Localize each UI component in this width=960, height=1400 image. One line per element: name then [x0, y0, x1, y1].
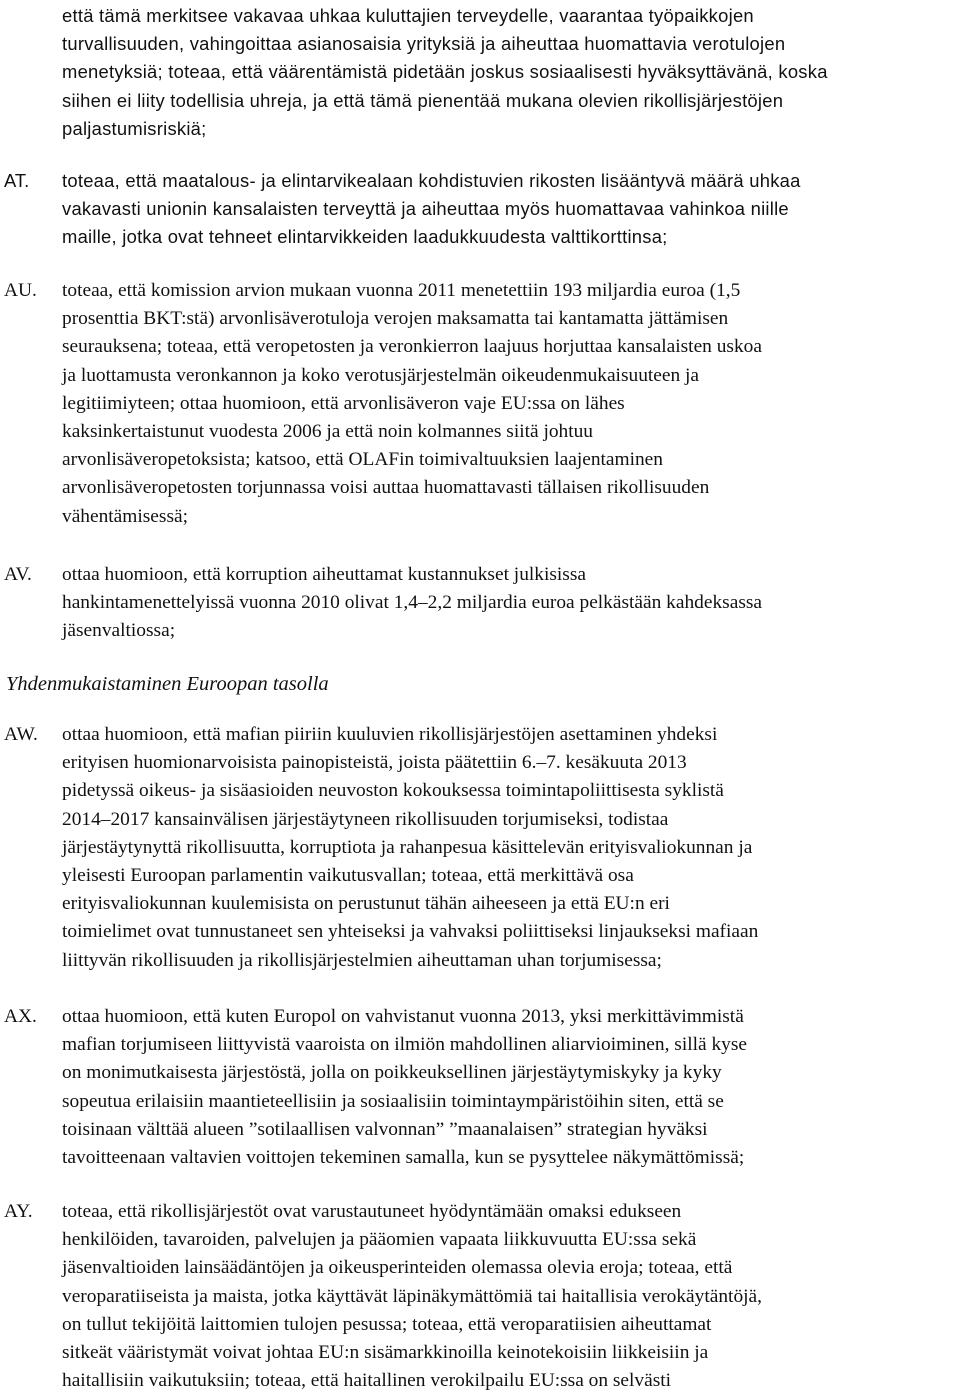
- paragraph-label-au: AU.: [4, 280, 37, 301]
- paragraph-av: ottaa huomioon, että korruption aiheuttamat kustannukset julkisissa hankintamenettelyissä vuonna 2010 olivat 1,4–2,2 miljardia euroa pelkästään kahdeksassa jäsenvaltiossa;: [62, 564, 763, 642]
- paragraph-ax: ottaa huomioon, että kuten Europol on vahvistanut vuonna 2013, yksi merkittävimmistä mafian torjumiseen liittyvistä vaaroista on ilmiön mahdollinen aliarvioiminen, sillä kyse on monimutkaisesta järjestöstä, jolla on poikkeuksellinen järjestäytymiskyky ja kyky sopeutua erilaisiin maantieteellisiin ja sosiaalisiin toimintaympäristöihin siten, että se toisinaan välttää alueen ”sotilaallisen valvonnan” ”maanalaisen” strategian hyväksi tavoitteenaan valtavien voittojen tekeminen samalla, kun se pysyttelee näkymättömissä;: [62, 1006, 747, 1169]
- paragraph-ay: toteaa, että rikollisjärjestöt ovat varustautuneet hyödyntämään omaksi edukseen henkilöiden, tavaroiden, palvelujen ja pääomien vapaata liikkuvuutta EU:ssa sekä jäsenvaltioiden lainsäädäntöjen ja oikeusperinteiden olemassa olevia eroja; toteaa, että veroparatiiseista ja maista, jotka käyttävät läpinäkymättömiä tai haitallisia verokäytäntöjä, on tullut tekijöitä laittomien tulojen pesussa; toteaa, että veroparatiisien aiheuttamat sitkeät vääristymät voivat johtaa EU:n sisämarkkinoilla keinotekoisiin liikkeisiin ja haitallisiin vaikutuksiin; toteaa, että haitallinen verokilpailu EU:ssa on selvästi: [62, 1201, 762, 1392]
- paragraph-at: toteaa, että maatalous- ja elintarvikealaan kohdistuvien rikosten lisääntyvä määrä uhkaa vakavasti unionin kansalaisten terveyttä ja aiheuttaa myös huomattavaa vahinkoa niille maille, jotka ovat tehneet elintarvikkeiden laadukkuudesta valttikorttinsa;: [62, 170, 801, 248]
- paragraph-intro: että tämä merkitsee vakavaa uhkaa kuluttajien terveydelle, vaarantaa työpaikkojen turvallisuuden, vahingoittaa asianosaisia yrityksiä ja aiheuttaa huomattavia verotulojen menetyksiä; toteaa, että väärentämistä pidetään joskus sosiaalisesti hyväksyttävänä, koska siihen ei liity todellisia uhreja, ja että tämä pienentää mukana olevien rikollisjärjestöjen paljastumisriskiä;: [62, 5, 828, 139]
- paragraph-aw: ottaa huomioon, että mafian piiriin kuuluvien rikollisjärjestöjen asettaminen yhdeksi erityisen huomionarvoisista painopisteistä, joista päätettiin 6.–7. kesäkuuta 2013 pidetyssä oikeus- ja sisäasioiden neuvoston kokouksessa toimintapoliittisesta syklistä 2014–2017 kansainvälisen järjestäytyneen rikollisuuden torjumiseksi, todistaa järjestäytynyttä rikollisuutta, korruptiota ja rahanpesua käsittelevän erityisvaliokunnan ja yleisesti Euroopan parlamentin vaikutusvallan; toteaa, että merkittävä osa erityisvaliokunnan kuulemisista on perustunut tähän aiheeseen ja että EU:n eri toimielimet ovat tunnustaneet sen yhteiseksi ja vahvaksi poliittiseksi linjaukseksi mafiaan liittyvän rikollisuuden ja rikollisjärjestelmien aiheuttaman uhan torjumisessa;: [62, 724, 759, 971]
- paragraph-au: toteaa, että komission arvion mukaan vuonna 2011 menetettiin 193 miljardia euroa (1,5 prosenttia BKT:stä) arvonlisäverotuloja verojen maksamatta tai kantamatta jättämisen seurauksena; toteaa, että veropetosten ja veronkierron laajuus horjuttaa kansalaisten uskoa ja luottamusta veronkannon ja koko verotusjärjestelmän oikeudenmukaisuuteen ja legitiimiyteen; ottaa huomioon, että arvonlisäveron vaje EU:ssa on lähes kaksinkertaistunut vuodesta 2006 ja että noin kolmannes siitä johtuu arvonlisäveropetoksista; katsoo, että OLAFin toimivaltuuksien laajentaminen arvonlisäveropetosten torjunnassa voisi auttaa huomattavasti tällaisen rikollisuuden vähentämisessä;: [62, 280, 762, 527]
- section-heading: Yhdenmukaistaminen Euroopan tasolla: [6, 673, 329, 695]
- paragraph-label-ay: AY.: [4, 1201, 33, 1222]
- paragraph-label-aw: AW.: [4, 724, 38, 745]
- paragraph-label-ax: AX.: [4, 1006, 37, 1027]
- paragraph-label-at: AT.: [4, 170, 30, 191]
- paragraph-label-av: AV.: [4, 564, 32, 585]
